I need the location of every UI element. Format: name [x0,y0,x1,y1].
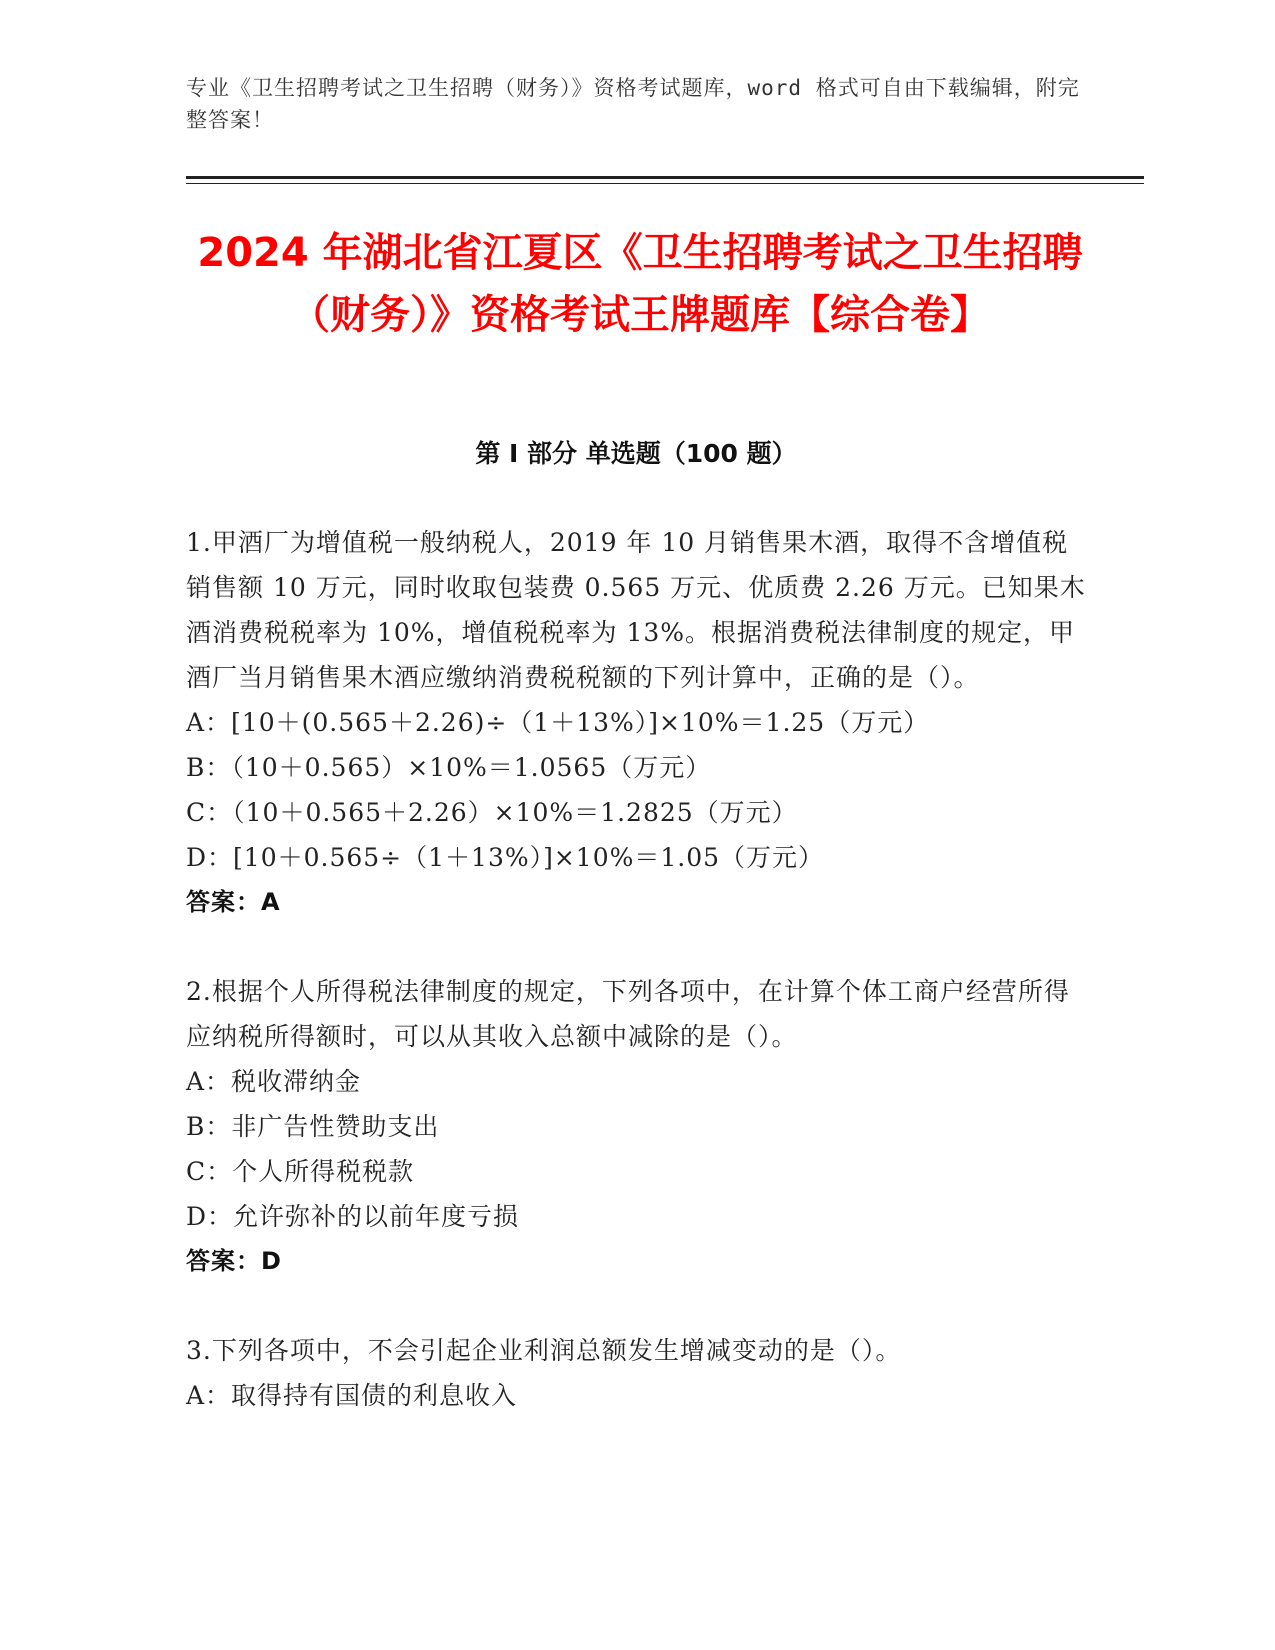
section-title: 第 I 部分 单选题（100 题） [475,439,797,468]
header-rule-thin [186,183,1144,184]
option-a: A：[10＋(0.565＋2.26)÷（1＋13%）]×10%＝1.25（万元） [186,708,930,737]
option-a: A：税收滞纳金 [186,1067,362,1096]
answer: 答案：D [186,1247,282,1275]
option-c: C：个人所得税税款 [186,1157,415,1186]
option-a: A：取得持有国债的利息收入 [186,1381,518,1410]
question-2 [186,969,1086,1284]
question-stem: 2.根据个人所得税法律制度的规定，下列各项中，在计算个体工商户经营所得应纳税所得额时，可以从其收入总额中减除的是（）。 [186,977,1070,1051]
question-stem: 1.甲酒厂为增值税一般纳税人，2019 年 10 月销售果木酒，取得不含增值税销售额 10 万元，同时收取包装费 0.565 万元、优质费 2.26 万元。已知果木酒消费税税率为 10%，增值税税率为 13%。根据消费税法律制度的规定，甲酒厂当月销售果木酒应缴纳消费税税额的下列计算中，正确的是（）。 [186,528,1086,692]
header-rule-thick [186,176,1144,179]
option-c: C：（10＋0.565＋2.26）×10%＝1.2825（万元） [186,798,798,827]
answer: 答案：A [186,888,281,916]
option-b: B：非广告性赞助支出 [186,1112,440,1141]
header-note: 专业《卫生招聘考试之卫生招聘（财务）》资格考试题库，word 格式可自由下载编辑，附完整答案！ [186,76,1080,132]
option-b: B：（10＋0.565）×10%＝1.0565（万元） [186,753,712,782]
question-stem: 3.下列各项中，不会引起企业利润总额发生增减变动的是（）。 [186,1336,902,1365]
question-1 [186,520,1086,925]
option-d: D：允许弥补的以前年度亏损 [186,1202,520,1231]
question-list [186,520,1086,1462]
document-title: 2024 年湖北省江夏区《卫生招聘考试之卫生招聘（财务）》资格考试王牌题库【综合卷】 [197,230,1083,338]
question-3 [186,1328,1086,1418]
option-d: D：[10＋0.565÷（1＋13%）]×10%＝1.05（万元） [186,843,825,872]
